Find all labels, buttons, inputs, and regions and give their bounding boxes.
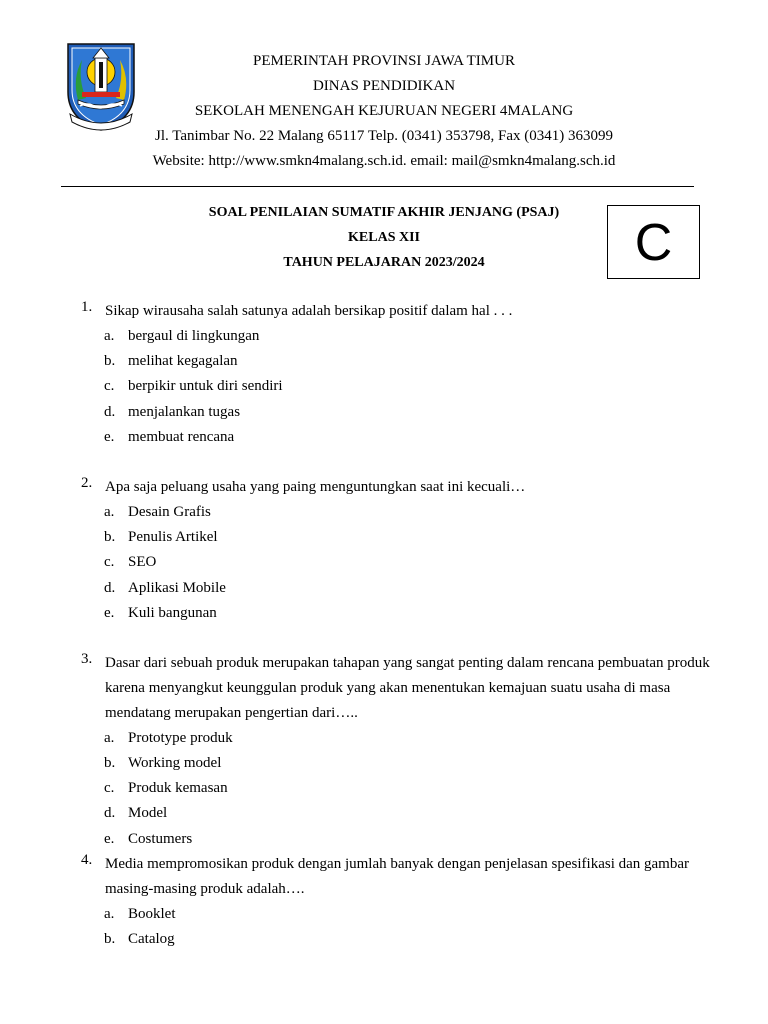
option-text: Working model — [128, 755, 222, 772]
letterhead-school: SEKOLAH MENENGAH KEJURUAN NEGERI 4MALANG — [194, 103, 574, 119]
option-c — [0, 550, 768, 575]
letterhead — [130, 49, 638, 174]
option-b — [0, 525, 768, 550]
option-d — [0, 801, 768, 826]
exam-title-line3: TAHUN PELAJARAN 2023/2024 — [283, 255, 485, 270]
question-4 — [0, 852, 768, 952]
jawa-timur-crest-icon — [64, 40, 138, 132]
option-text: Penulis Artikel — [128, 529, 218, 546]
option-b — [0, 349, 768, 374]
option-letter: c. — [104, 554, 115, 571]
question-text: Media mempromosikan produk dengan jumlah banyak dengan penjelasan spesifikasi dan gambar masing-masing produk adalah…. — [105, 855, 690, 897]
option-text: Prototype produk — [128, 729, 233, 746]
exam-title-line2: KELAS XII — [348, 230, 420, 245]
option-list — [0, 324, 768, 450]
letterhead-government: PEMERINTAH PROVINSI JAWA TIMUR — [253, 53, 515, 69]
option-b — [0, 751, 768, 776]
option-letter: d. — [104, 403, 116, 420]
option-letter: b. — [104, 755, 116, 772]
letterhead-agency: DINAS PENDIDIKAN — [312, 78, 456, 94]
exam-code: C — [634, 214, 673, 272]
option-d — [0, 400, 768, 425]
option-text: melihat kegagalan — [128, 353, 238, 370]
option-letter: c. — [104, 378, 115, 395]
letterhead-divider — [61, 186, 694, 187]
option-list — [0, 500, 768, 626]
option-a — [0, 902, 768, 927]
question-1 — [0, 299, 768, 450]
option-text: bergaul di lingkungan — [128, 328, 260, 344]
question-list — [0, 299, 768, 952]
option-e — [0, 827, 768, 852]
option-text: membuat rencana — [128, 428, 235, 445]
option-b — [0, 927, 768, 952]
option-list — [0, 726, 768, 852]
option-letter: b. — [104, 529, 116, 546]
option-letter: e. — [104, 604, 115, 621]
option-text: menjalankan tugas — [128, 403, 241, 420]
option-text: berpikir untuk diri sendiri — [128, 378, 283, 395]
question-number: 3. — [81, 650, 93, 667]
option-text: Kuli bangunan — [128, 604, 217, 621]
option-letter: d. — [104, 805, 116, 822]
option-c — [0, 374, 768, 399]
option-text: Booklet — [128, 905, 176, 922]
question-text: Apa saja peluang usaha yang paing menguntungkan saat ini kecuali… — [105, 478, 526, 495]
question-spacer — [0, 626, 768, 651]
question-text: Dasar dari sebuah produk merupakan tahapan yang sangat penting dalam rencana pembuatan produk karena menyangkut keunggulan produk yang akan menentukan kemajuan suatu usaha di masa mendatang merupakan pengertian dari….. — [105, 654, 710, 721]
option-letter: b. — [104, 931, 116, 947]
exam-code-box — [607, 205, 700, 279]
option-letter: d. — [104, 579, 116, 596]
option-list — [0, 902, 768, 952]
question-number: 1. — [81, 299, 93, 315]
question-number: 2. — [81, 474, 93, 491]
question-2 — [0, 475, 768, 626]
option-a — [0, 324, 768, 349]
exam-title — [170, 200, 598, 275]
option-text: Aplikasi Mobile — [128, 579, 226, 596]
option-letter: c. — [104, 780, 115, 797]
option-e — [0, 425, 768, 450]
option-letter: a. — [104, 905, 115, 922]
question-3 — [0, 651, 768, 852]
option-letter: a. — [104, 729, 115, 746]
question-text: Sikap wirausaha salah satunya adalah bersikap positif dalam hal . . . — [105, 303, 513, 319]
option-letter: e. — [104, 830, 115, 847]
option-letter: b. — [104, 353, 116, 370]
option-text: SEO — [128, 554, 157, 571]
option-text: Catalog — [128, 931, 175, 947]
option-letter: e. — [104, 428, 115, 445]
option-text: Desain Grafis — [128, 503, 211, 520]
option-c — [0, 776, 768, 801]
option-text: Produk kemasan — [128, 780, 228, 797]
option-d — [0, 576, 768, 601]
option-a — [0, 726, 768, 751]
option-letter: a. — [104, 328, 115, 344]
option-text: Costumers — [128, 830, 193, 847]
question-spacer — [0, 450, 768, 475]
letterhead-contact: Website: http://www.smkn4malang.sch.id. email: mail@smkn4malang.sch.id — [152, 153, 616, 169]
option-a — [0, 500, 768, 525]
option-text: Model — [128, 805, 168, 822]
option-letter: a. — [104, 503, 115, 520]
question-number: 4. — [81, 851, 93, 868]
exam-title-line1: SOAL PENILAIAN SUMATIF AKHIR JENJANG (PSAJ) — [208, 205, 560, 220]
letterhead-address: Jl. Tanimbar No. 22 Malang 65117 Telp. (0341) 353798, Fax (0341) 363099 — [155, 128, 613, 144]
option-e — [0, 601, 768, 626]
